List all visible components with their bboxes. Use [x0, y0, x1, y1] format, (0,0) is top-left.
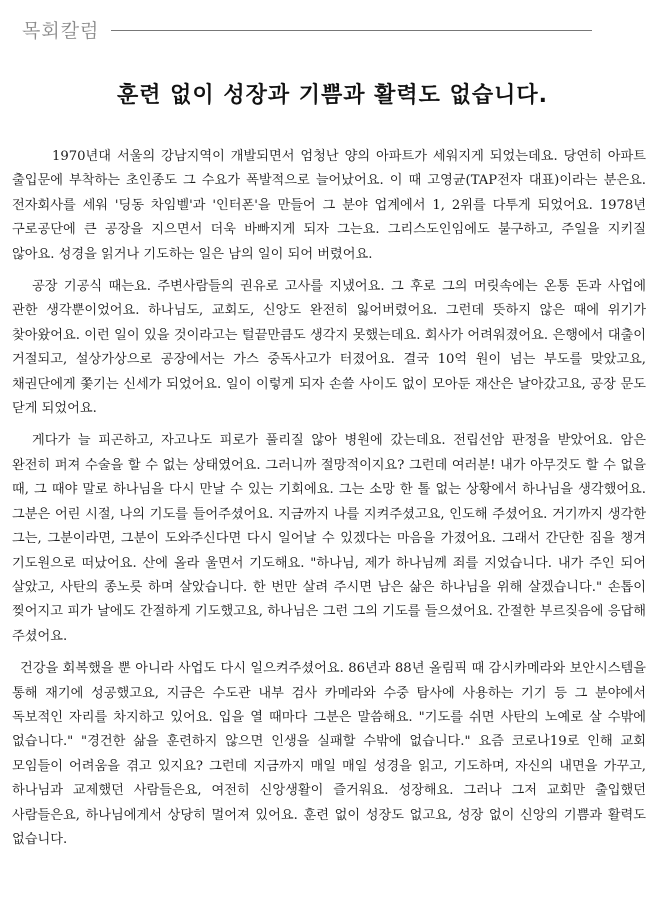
article-body — [12, 145, 646, 852]
paragraph-4: 건강을 회복했을 뿐 아니라 사업도 다시 일으켜주셨어요. 86년과 88년 올림픽 때 감시카메라와 보안시스템을 통해 재기에 성공했고요, 지금은 수도관 내부 검사 카메라와 수중 탐사에 사용하는 기기 등 그 분야에서 독보적인 자리를 차지하고 있어요. 입을 열 때마다 그분은 말씀해요. "기도를 쉬면 사탄의 노예로 살 수밖에 없습니다." "경건한 삶을 훈련하지 않으면 인생을 실패할 수밖에 없습니다." 요즘 코로나19로 인해 교회 모임들이 어려움을 겪고 있지요? 그런데 지금까지 매일 매일 성경을 읽고, 기도하며, 자신의 내면을 가꾸고, 하나님과 교제했던 사람들은요, 여전히 신앙생활이 즐거워요. 성장해요. 그러나 그저 교회만 출입했던 사람들은요, 하나님에게서 상당히 멀어져 있어요. 훈련 없이 성장도 없고요, 성장 없이 신앙의 기쁨과 활력도 없습니다. — [12, 661, 646, 847]
header-divider — [111, 30, 592, 31]
section-label: 목회칼럼 — [22, 19, 100, 42]
paragraph-2: 공장 기공식 때는요. 주변사람들의 권유로 고사를 지냈어요. 그 후로 그의 머릿속에는 온통 돈과 사업에 관한 생각뿐이었어요. 하나님도, 교회도, 신앙도 완전히 잃어버렸어요. 그런데 뜻하지 않은 때에 위기가 찾아왔어요. 이런 일이 있을 것이라고는 털끝만큼도 생각지 못했는데요. 회사가 어려워졌어요. 은행에서 대출이 거절되고, 설상가상으로 공장에서는 가스 중독사고가 터졌어요. 결국 10억 원이 넘는 부도를 맞았고요, 채권단에게 쫓기는 신세가 되었어요. 일이 이렇게 되자 손쓸 사이도 없이 모아둔 재산은 날아갔고요, 공장 문도 닫게 되었어요. — [12, 279, 646, 417]
paragraph-1: 1970년대 서울의 강남지역이 개발되면서 엄청난 양의 아파트가 세워지게 되었는데요. 당연히 아파트 출입문에 부착하는 초인종도 그 수요가 폭발적으로 늘어났어요. 이 때 고영균(TAP전자 대표)이라는 분은요. 전자회사를 세워 '딩동 차임벨'과 '인터폰'을 만들어 그 분야 업계에서 1, 2위를 다투게 되었어요. 1978년 구로공단에 큰 공장을 지으면서 더욱 바빠지게 되자 그는요. 그리스도인임에도 불구하고, 주일을 지키질 않아요. 성경을 읽거나 기도하는 일은 남의 일이 되어 버렸어요. — [12, 149, 646, 262]
paragraph-3: 게다가 늘 피곤하고, 자고나도 피로가 풀리질 않아 병원에 갔는데요. 전립선암 판정을 받았어요. 암은 완전히 퍼져 수술을 할 수 없는 상태였어요. 그러니까 절망적이지요? 그런데 여러분! 내가 아무것도 할 수 없을 때, 그 때야 말로 하나님을 다시 만날 수 있는 기회에요. 그는 소망 한 톨 없는 상황에서 하나님을 생각했어요. 그분은 어린 시절, 나의 기도를 들어주셨어요. 지금까지 나를 지켜주셨고요, 인도해 주셨어요. 거기까지 생각한 그는, 그분이라면, 그분이 도와주신다면 다시 일어날 수 있겠다는 마음을 가졌어요. 그래서 간단한 짐을 챙겨 기도원으로 떠났어요. 산에 올라 울면서 기도해요. "하나님, 제가 하나님께 죄를 지었습니다. 내가 주인 되어 살았고, 사탄의 종노릇 하며 살았습니다. 한 번만 살려 주시면 남은 삶은 하나님을 위해 살겠습니다." 손톱이 찢어지고 피가 날에도 간절하게 기도했고요, 하나님은 그런 그의 기도를 들으셨어요. 간절한 부르짖음에 응답해 주셨어요. — [12, 433, 646, 644]
article-title: 훈련 없이 성장과 기쁨과 활력도 없습니다. — [117, 83, 548, 108]
column-header — [22, 16, 592, 42]
